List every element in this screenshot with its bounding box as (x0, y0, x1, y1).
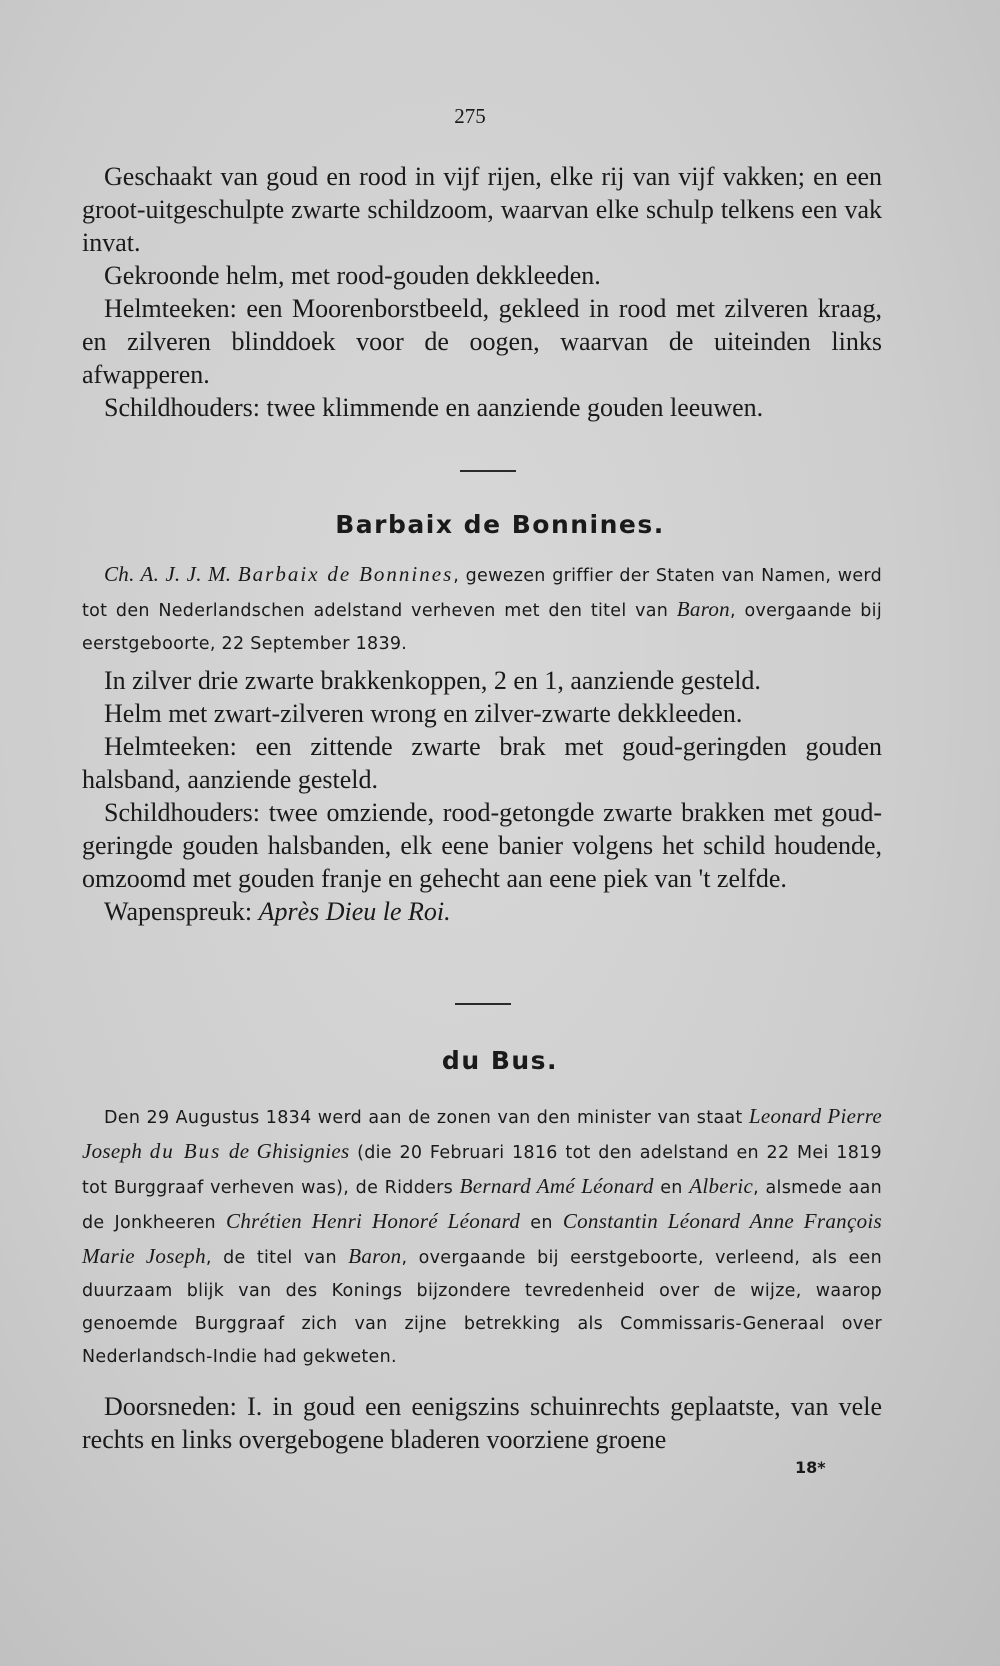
signature-mark: 18* (795, 1458, 826, 1477)
section-3-blazon (82, 1390, 882, 1456)
intro-paragraph (82, 558, 882, 661)
text-run: , alsmede aan de Jonkheeren (82, 1178, 882, 1233)
person-name: Constantin Léonard Anne François Marie Joseph (82, 1209, 882, 1268)
text-run: , gewezen griffier der Staten van Namen, werd tot den Nederlandschen adelstand verheven met den titel van (82, 566, 882, 621)
name-initials: Ch. A. J. J. M. (104, 562, 232, 586)
paragraph: Gekroonde helm, met rood-gouden dekkleeden. (104, 261, 601, 290)
title-word: Baron (676, 597, 730, 621)
person-name: Leonard Pierre Joseph (82, 1104, 883, 1163)
paragraph: Helm met zwart-zilveren wrong en zilver-zwarte dekkleeden. (104, 699, 743, 728)
family-name: du Bus (149, 1139, 222, 1163)
section-1-blazon (82, 160, 882, 424)
section-2-intro (82, 558, 882, 661)
page-number: 275 (454, 104, 486, 128)
text-run: Den 29 Augustus 1834 werd aan de zonen van den minister van staat (104, 1108, 749, 1128)
text-run: , overgaande bij eerstgeboorte, 22 September 1839. (82, 601, 882, 654)
text-run: , de titel van (205, 1248, 349, 1268)
text-run: en (653, 1178, 690, 1198)
section-divider (460, 470, 516, 472)
paragraph: Schildhouders: twee omziende, rood-getongde zwarte brakken met goud-geringde gouden halsbanden, elk eene banier volgens het schild houdende, omzoomd met gouden franje en gehecht aan eene piek van 't zelfde. (82, 798, 882, 893)
motto-label: Wapenspreuk: (104, 897, 259, 926)
paragraph: Schildhouders: twee klimmende en aanziende gouden leeuwen. (104, 393, 764, 422)
title-word: Baron (348, 1244, 402, 1268)
paragraph: In zilver drie zwarte brakkenkoppen, 2 en 1, aanziende gesteld. (104, 666, 761, 695)
person-name: Bernard Amé Léonard (459, 1174, 654, 1198)
intro-paragraph (82, 1100, 882, 1374)
section-heading-du-bus: du Bus. (441, 1046, 559, 1075)
family-name: Barbaix de Bonnines (237, 562, 454, 586)
paragraph: Doorsneden: I. in goud een eenigszins schuinrechts geplaatste, van vele rechts en links overgebogene bladeren voorziene groene (82, 1392, 882, 1454)
paragraph: Geschaakt van goud en rood in vijf rijen, elke rij van vijf vakken; en een groot-uitgeschulpte zwarte schildzoom, waarvan elke schulp telkens een vak invat. (82, 162, 882, 257)
paragraph: Helmteeken: een zittende zwarte brak met goud-geringden gouden halsband, aanziende gesteld. (82, 732, 882, 794)
paragraph: Helmteeken: een Moorenborstbeeld, gekleed in rood met zilveren kraag, en zilveren blinddoek voor de oogen, waarvan de uiteinden links afwapperen. (82, 294, 882, 389)
person-name: de Ghisignies (228, 1139, 350, 1163)
motto-paragraph (82, 895, 882, 928)
section-2-blazon (82, 664, 882, 928)
section-divider (455, 1003, 511, 1005)
text-run: , overgaande bij eerstgeboorte, verleend, als een duurzaam blijk van des Konings bijzondere tevredenheid over de wijze, waarop genoemde Burggraaf zich van zijne betrekking als Commissaris-Generaal over Nederlandsch-Indie had gekweten. (82, 1248, 882, 1367)
person-name: Chrétien Henri Honoré Léonard (226, 1209, 521, 1233)
motto: Après Dieu le Roi. (258, 897, 451, 926)
person-name: Alberic (689, 1174, 754, 1198)
text-run: en (520, 1213, 563, 1233)
text-run: (die 20 Februari 1816 tot den adelstand en 22 Mei 1819 tot Burggraaf verheven was), de Ridders (82, 1143, 882, 1198)
section-heading-barbaix: Barbaix de Bonnines. (335, 510, 665, 539)
section-3-intro (82, 1100, 882, 1374)
